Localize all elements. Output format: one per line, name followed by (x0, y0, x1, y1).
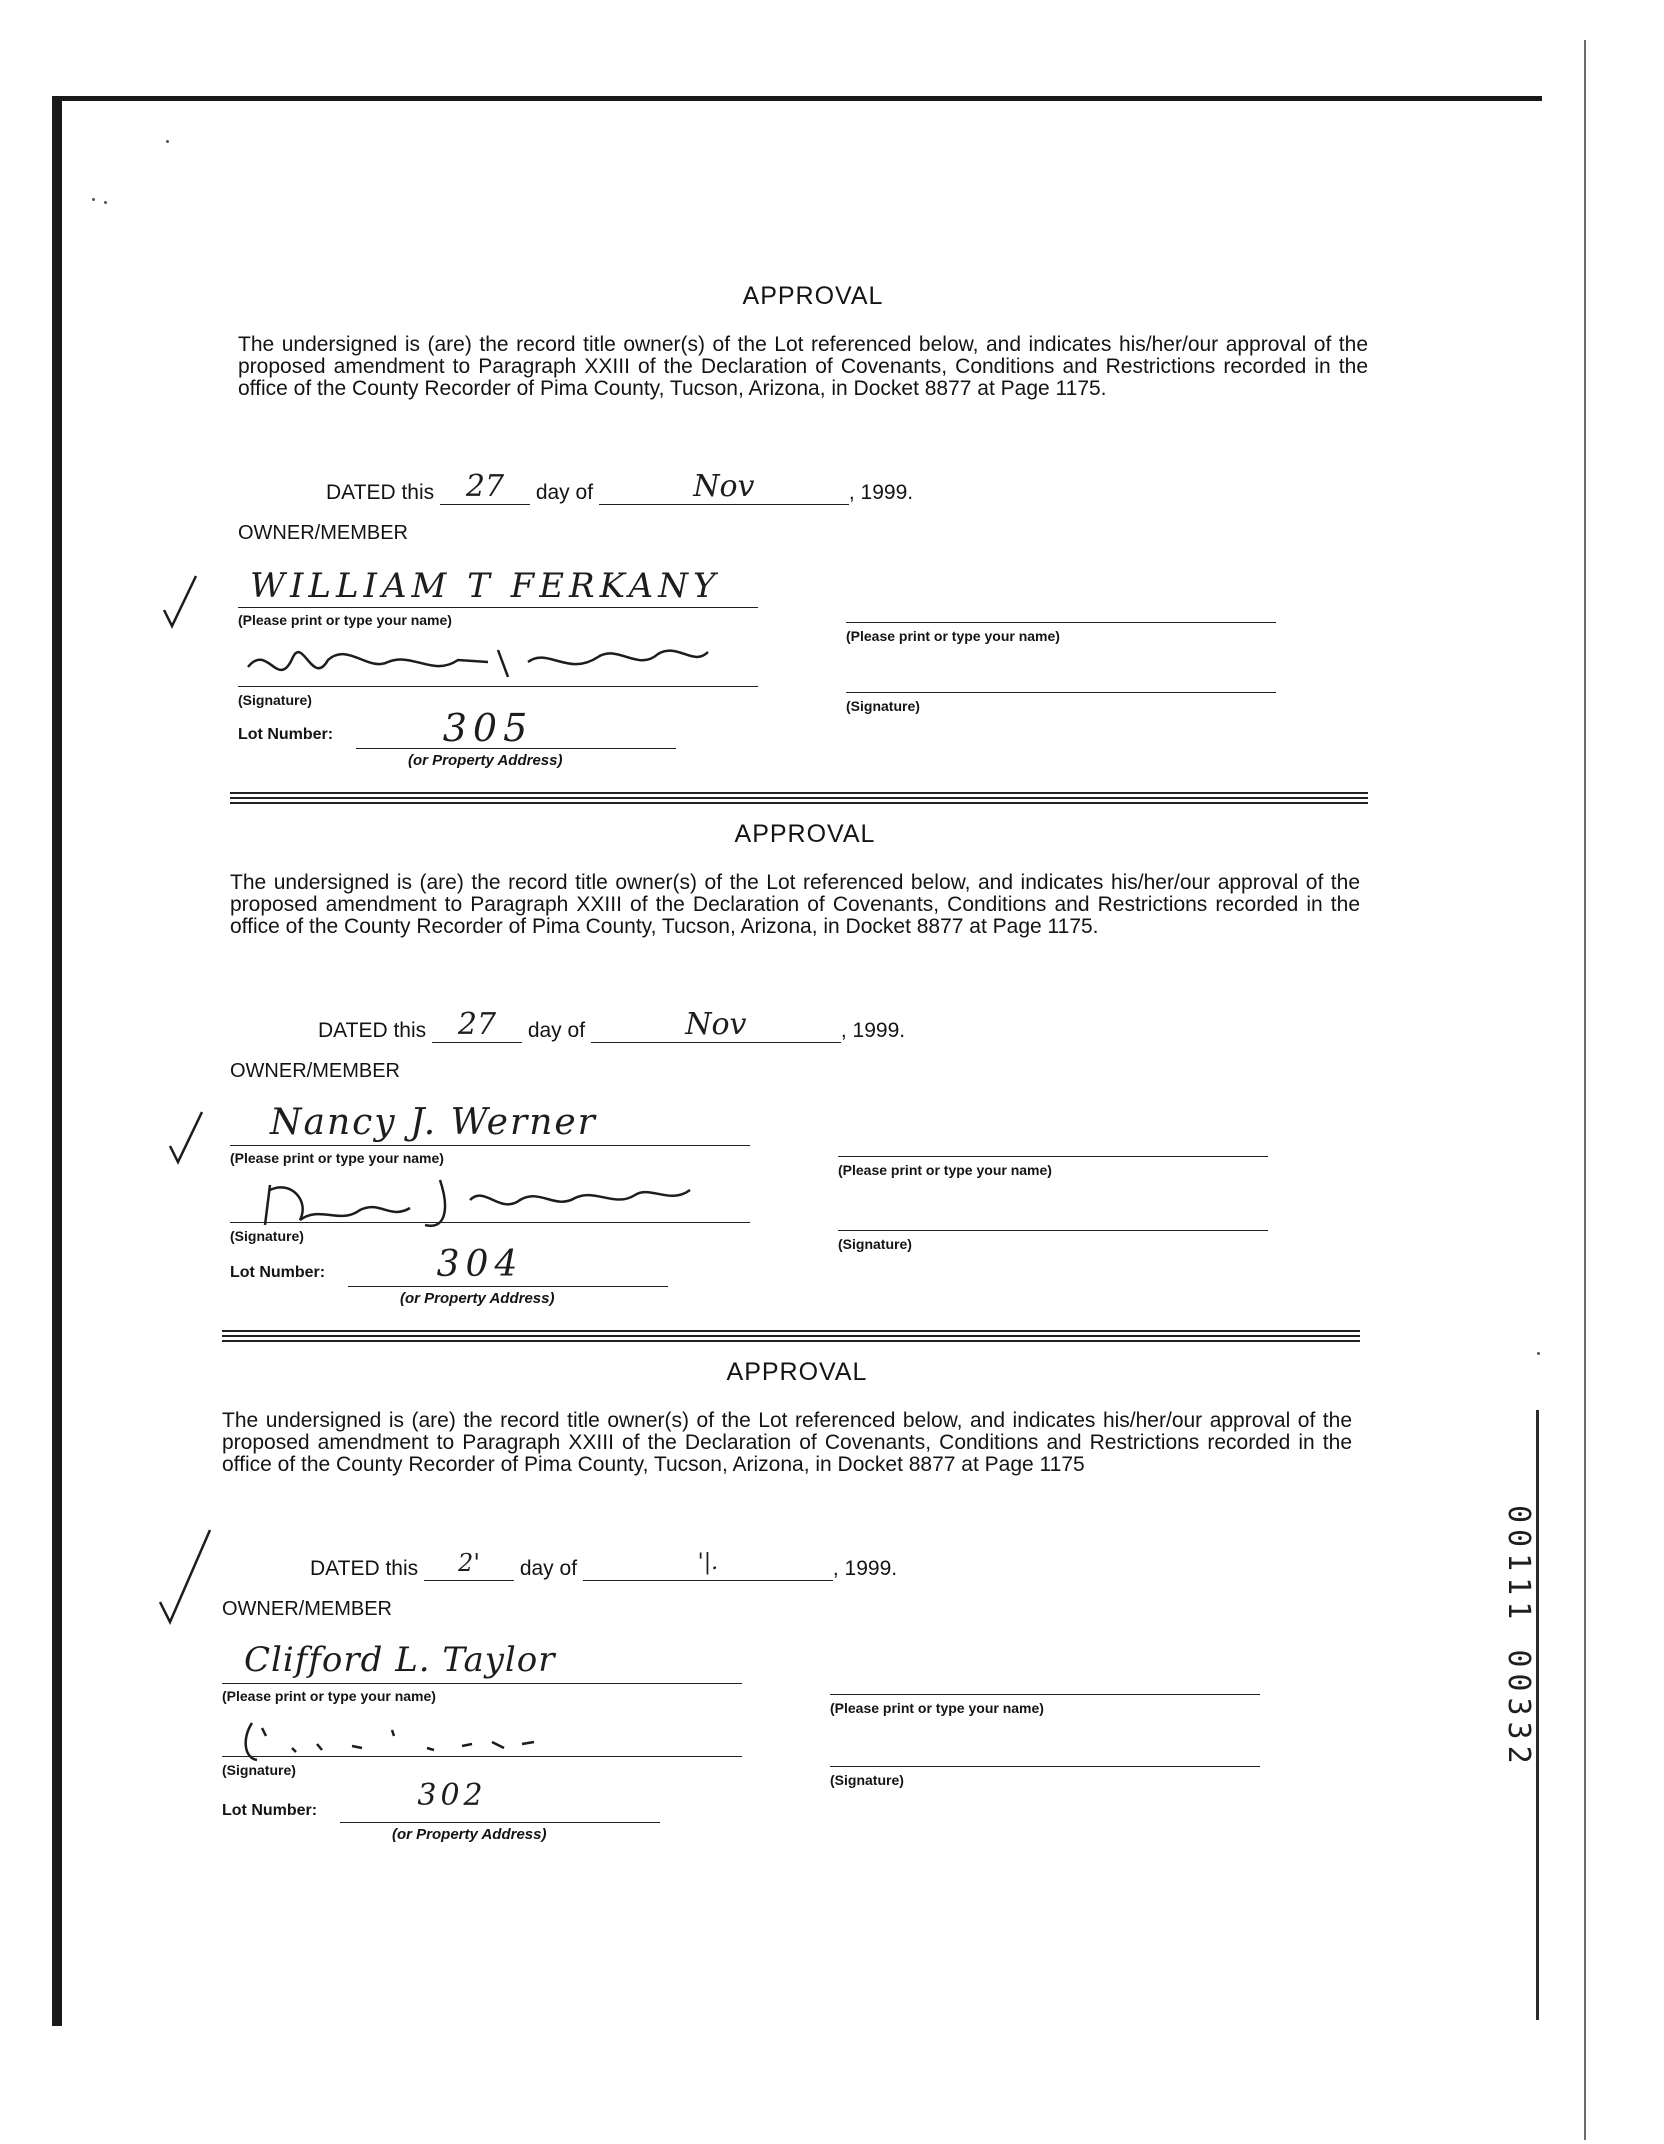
lot-number-line (356, 748, 676, 749)
signature-caption-right: (Signature) (838, 1236, 912, 1252)
dated-prefix: DATED this (318, 1019, 427, 1042)
document-top-border (52, 96, 1542, 101)
day-field[interactable]: 2' (424, 1548, 514, 1581)
signature-line-left (238, 686, 758, 687)
document-left-border (52, 96, 62, 2026)
signature-line-right[interactable] (846, 692, 1276, 693)
property-address-caption: (or Property Address) (408, 752, 563, 769)
owner-member-label: OWNER/MEMBER (238, 522, 408, 544)
print-name-caption-left: (Please print or type your name) (222, 1688, 436, 1704)
lot-number-handwritten[interactable]: 302 (417, 1778, 487, 1813)
name-line-left (238, 607, 758, 608)
signature-caption-right: (Signature) (846, 698, 920, 714)
property-address-caption: (or Property Address) (392, 1826, 547, 1843)
approval-section-1 (238, 282, 1388, 822)
section-body-text: The undersigned is (are) the record title owner(s) of the Lot referenced below, and indicates his/her/our approval of the proposed amendment to Paragraph XXIII of the Declaration of Covenants, Conditions and Restrictions recorded in the office of the County Recorder of Pima County, Tucson, Arizona, in Docket 8877 at Page 1175. (238, 333, 1368, 400)
section-body-text: The undersigned is (are) the record title owner(s) of the Lot referenced below, and indicates his/her/our approval of the proposed amendment to Paragraph XXIII of the Declaration of Covenants, Conditions and Restrictions recorded in the office of the County Recorder of Pima County, Tucson, Arizona, in Docket 8877 at Page 1175. (230, 871, 1360, 938)
signature-line-right[interactable] (830, 1766, 1260, 1767)
print-name-caption-left: (Please print or type your name) (238, 612, 452, 628)
property-address-caption: (or Property Address) (400, 1290, 555, 1307)
lot-number-label: Lot Number: (230, 1264, 326, 1281)
document-right-margin-line (1536, 1410, 1539, 2020)
dated-row (318, 1007, 906, 1043)
check-mark-icon (166, 1108, 206, 1168)
lot-number-line (340, 1822, 660, 1823)
print-name-caption-left: (Please print or type your name) (230, 1150, 444, 1166)
owner-member-label: OWNER/MEMBER (222, 1598, 392, 1620)
section-body-text: The undersigned is (are) the record title owner(s) of the Lot referenced below, and indicates his/her/our approval of the proposed amendment to Paragraph XXIII of the Declaration of Covenants, Conditions and Restrictions recorded in the office of the County Recorder of Pima County, Tucson, Arizona, in Docket 8877 at Page 1175 (222, 1409, 1352, 1476)
year-text: , 1999. (832, 1557, 898, 1580)
day-of-text: day of (527, 1019, 586, 1042)
day-of-text: day of (519, 1557, 578, 1580)
owner-member-label: OWNER/MEMBER (230, 1060, 400, 1082)
check-mark-icon (160, 572, 200, 632)
signature-caption-right: (Signature) (830, 1772, 904, 1788)
lot-number-line (348, 1286, 668, 1287)
section-title: APPROVAL (742, 282, 884, 310)
dated-prefix: DATED this (310, 1557, 419, 1580)
print-name-caption-right: (Please print or type your name) (838, 1162, 1052, 1178)
name-line-right[interactable] (830, 1694, 1260, 1695)
name-line-left (230, 1145, 750, 1146)
day-of-text: day of (535, 481, 594, 504)
signature-line-left (222, 1756, 742, 1757)
month-field[interactable]: Nov (599, 472, 849, 505)
section-separator (230, 792, 1368, 807)
docket-stamp (1496, 1505, 1536, 1835)
owner-name-handwritten[interactable]: WILLIAM T FERKANY (250, 566, 721, 606)
scan-speck (166, 140, 169, 143)
name-line-right[interactable] (846, 622, 1276, 623)
year-text: , 1999. (840, 1019, 906, 1042)
dated-row (326, 469, 914, 505)
name-line-right[interactable] (838, 1156, 1268, 1157)
lot-number-handwritten[interactable]: 304 (436, 1244, 524, 1285)
signature-line-right[interactable] (838, 1230, 1268, 1231)
document-right-edge (1584, 40, 1586, 2140)
scan-speck (1537, 1352, 1540, 1355)
signature-caption-left: (Signature) (238, 692, 312, 708)
owner-name-handwritten[interactable]: Clifford L. Taylor (244, 1640, 556, 1680)
dated-prefix: DATED this (326, 481, 435, 504)
approval-section-3 (222, 1358, 1372, 1898)
approval-section-2 (230, 820, 1380, 1360)
section-title: APPROVAL (734, 820, 876, 848)
print-name-caption-right: (Please print or type your name) (846, 628, 1060, 644)
signature-line-left (230, 1222, 750, 1223)
day-field[interactable]: 27 (440, 472, 530, 505)
print-name-caption-right: (Please print or type your name) (830, 1700, 1044, 1716)
scan-speck (92, 198, 95, 201)
section-title: APPROVAL (726, 1358, 868, 1386)
scan-speck (104, 201, 107, 204)
name-line-left (222, 1683, 742, 1684)
lot-number-handwritten[interactable]: 305 (442, 706, 534, 750)
signature-caption-left: (Signature) (230, 1228, 304, 1244)
docket-stamp-text: 00111 00332 (1501, 1505, 1536, 1770)
month-field[interactable]: '|. (583, 1548, 833, 1581)
day-field[interactable]: 27 (432, 1010, 522, 1043)
lot-number-label: Lot Number: (238, 726, 334, 743)
signature-caption-left: (Signature) (222, 1762, 296, 1778)
year-text: , 1999. (848, 481, 914, 504)
section-separator (222, 1330, 1360, 1345)
lot-number-label: Lot Number: (222, 1802, 318, 1819)
check-mark-icon (156, 1526, 216, 1626)
dated-row (310, 1548, 897, 1581)
owner-name-handwritten[interactable]: Nancy J. Werner (270, 1102, 597, 1143)
month-field[interactable]: Nov (591, 1010, 841, 1043)
